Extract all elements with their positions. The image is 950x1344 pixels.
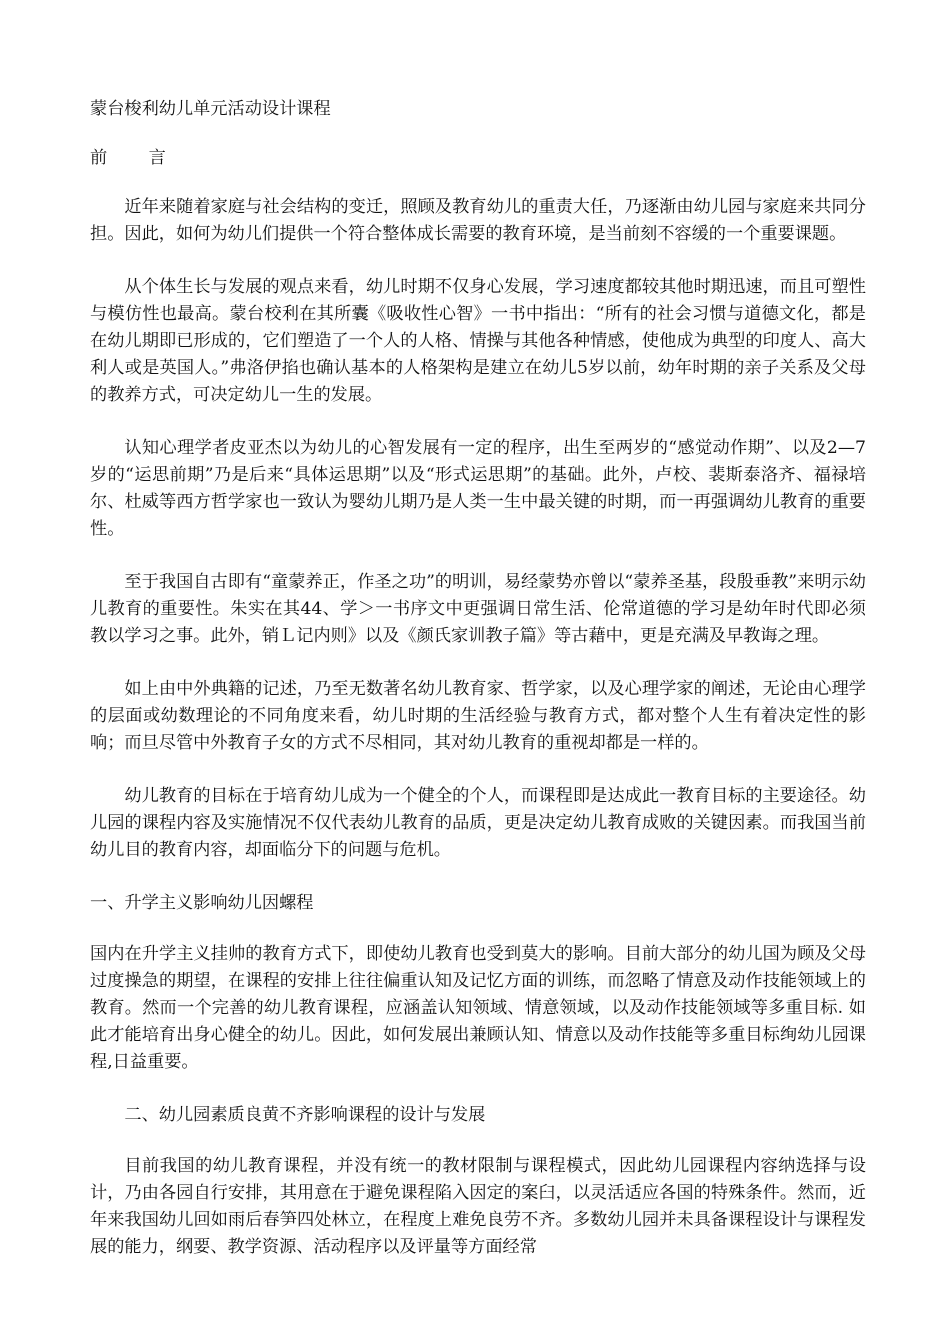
paragraph-1: 近年来随着家庭与社会结构的变迁，照顾及教育幼儿的重责大任，乃逐渐由幼儿园与家庭来共同分担。因此，如何为幼儿们提供一个符合整体成长需要的教育环境，是当前刻不容缓的一个重要课题。 [90, 197, 866, 244]
preface-heading: 前 言 [90, 148, 184, 168]
paragraph-6: 幼儿教育的目标在于培育幼儿成为一个健全的个人，而课程即是达成此一教育目标的主要途径。幼儿园的课程内容及实施情况不仅代表幼儿教育的品质，更是决定幼儿教育成败的关键因素。而我国当前幼儿目的教育内容，却面临分下的问题与危机。 [90, 786, 866, 860]
document-page [90, 96, 866, 1261]
section-2-body: 目前我国的幼儿教育课程，并没有统一的教材限制与课程模式，因此幼儿园课程内容纳选择与设计，乃由各园自行安排，其用意在于避免课程陷入因定的案臼，以灵活适应各国的特殊条件。然而，近年来我国幼儿回如雨后春笋四处林立，在程度上难免良劳不齐。多数幼儿园并未具备课程设计与课程发展的能力，纲要、教学资源、活动程序以及评量等方面经常 [90, 1156, 866, 1257]
section-1-body: 国内在升学主义挂帅的教育方式下，即使幼儿教育也受到莫大的影响。目前大部分的幼儿国为顾及父母过度操急的期望，在课程的安排上往往偏重认知及记忆方面的训练，而忽略了情意及动作技能领域上的教育。然而一个完善的幼儿教育课程，应涵盖认知领域、情意领域，以及动作技能领域等多重目标. 如此才能培育出身心健全的幼儿。因此，如何发展出兼顾认知、情意以及动作技能等多重目标绚幼儿园课程,日益重要。 [90, 944, 866, 1072]
section-heading-1: 一、升学主义影响幼儿因螺程 [90, 893, 314, 913]
paragraph-3: 认知心理学者皮亚杰以为幼儿的心智发展有一定的程序，出生至两岁的“感觉动作期”、以及2—7岁的“运思前期”乃是后来“具体运思期”以及“形式运思期”的基础。此外，卢校、裴斯泰洛齐、福禄培尔、杜威等西方哲学家也一致认为婴幼儿期乃是人类一生中最关键的时期，而一再强调幼儿教育的重要性。 [90, 438, 866, 539]
paragraph-2: 从个体生长与发展的观点来看，幼儿时期不仅身心发展，学习速度都较其他时期迅速，而且可塑性与模仿性也最高。蒙台校利在其所囊《吸收性心智》一书中指出：“所有的社会习惯与道德文化，都是在幼儿期即已形成的，它们塑造了一个人的人格、情操与其他各种情感，使他成为典型的印度人、高大利人或是英国人。”弗洛伊掐也确认基本的人格架构是建立在幼儿5岁以前，幼年时期的亲子关系及父母的教养方式，可决定幼儿一生的发展。 [90, 277, 866, 405]
paragraph-4: 至于我国自古即有“童蒙养正，作圣之功”的明训，易经蒙势亦曾以“蒙养圣基，段殷垂教”来明示幼儿教育的重要性。朱实在其44、学＞一书序文中更强调日常生活、伦常道德的学习是幼年时代即必须教以学习之事。此外，销Ｌ记内则》以及《颜氏家训教子篇》等古藉中，更是充满及早教诲之理。 [90, 572, 866, 646]
document-title: 蒙台梭利幼儿单元活动设计课程 [90, 99, 331, 119]
section-heading-2: 二、幼儿园素质良黄不齐影响课程的设计与发展 [124, 1105, 486, 1125]
paragraph-5: 如上由中外典籍的记述，乃至无数著名幼儿教育家、哲学家，以及心理学家的阐述，无论由心理学的层面或幼数理论的不同角度来看，幼儿时期的生活经验与教育方式，都对整个人生有着决定性的影响；而旦尽管中外教育子女的方式不尽相同，其对幼儿教育的重视却都是一样的。 [90, 679, 866, 753]
